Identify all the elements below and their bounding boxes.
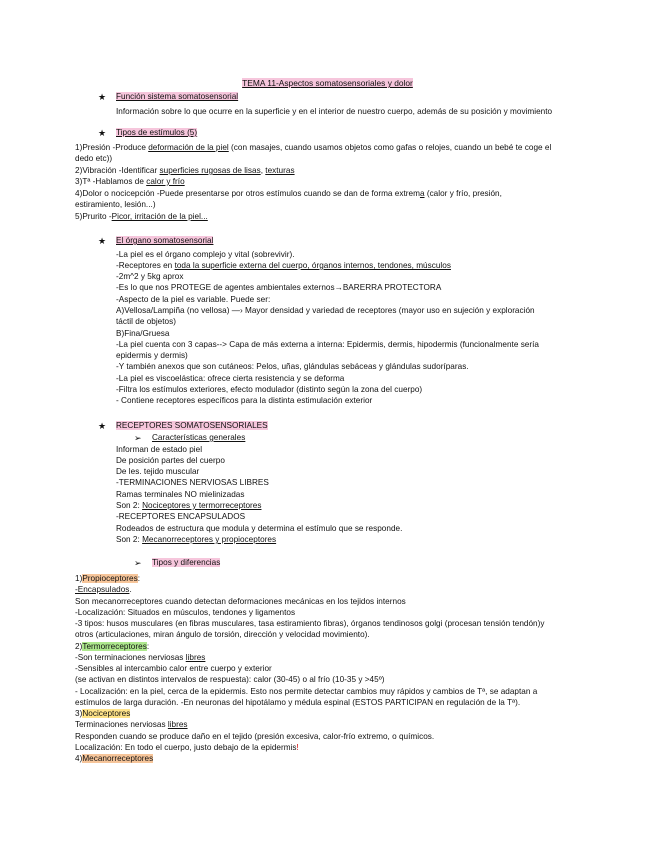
receptores-line-4: -TERMINACIONES NERVIOSAS LIBRES bbox=[116, 478, 269, 487]
heading-text: RECEPTORES SOMATOSENSORIALES bbox=[116, 421, 268, 430]
tipos-line-4 bbox=[75, 189, 502, 199]
underlined-text: a bbox=[419, 189, 425, 198]
underlined-text: texturas bbox=[265, 166, 295, 175]
star-bullet-icon: ★ bbox=[98, 421, 107, 431]
tipos-line-1 bbox=[75, 143, 551, 153]
text: Localización: En todo el cuerpo, justo debajo de la epidermis bbox=[75, 743, 297, 752]
organo-line-9: -La piel cuenta con 3 capas--> Capa de más externa a interna: Epidermis, dermis, hipodermis (funcionalmente sería bbox=[116, 340, 539, 349]
heading-text: Tipos de estímulos (5) bbox=[116, 128, 198, 137]
underlined-text: Características generales bbox=[152, 433, 246, 442]
nociceptores-heading bbox=[75, 709, 130, 719]
text: 2) bbox=[75, 642, 83, 651]
noci-line-2: Responden cuando se produce daño en el tejido (presión excesiva, calor-frío extremo, o químicos. bbox=[75, 732, 435, 741]
text: Son 2: bbox=[116, 501, 143, 510]
text: 3)Tª -Hablamos de bbox=[75, 177, 147, 186]
receptores-line-5: Ramas terminales NO mielinizadas bbox=[116, 490, 245, 499]
tipos-line-5 bbox=[75, 212, 208, 222]
organo-line-3: -2m^2 y 5kg aprox bbox=[116, 272, 184, 281]
organo-line-6: A)Vellosa/Lampiña (no vellosa) —› Mayor densidad y variedad de receptores (mayor uso en sujeción y exploración bbox=[116, 306, 535, 315]
organo-line-1: -La piel es el órgano complejo y vital (sobrevivir). bbox=[116, 250, 295, 259]
document-title bbox=[0, 78, 655, 88]
arrowhead-bullet-icon: ➢ bbox=[134, 558, 142, 568]
propioceptores-heading bbox=[75, 574, 140, 584]
text: Son 2: bbox=[116, 535, 143, 544]
propio-line-1: Son mecanorreceptores cuando detectan deformaciones mecánicas en los tejidos internos bbox=[75, 597, 406, 606]
star-bullet-icon: ★ bbox=[98, 92, 107, 102]
termo-line-2: -Sensibles al intercambio calor entre cuerpo y exterior bbox=[75, 664, 272, 673]
organo-line-2 bbox=[116, 261, 451, 271]
highlighted-text: Termorreceptores bbox=[82, 642, 147, 651]
underlined-text: libres bbox=[167, 720, 188, 729]
text: . bbox=[129, 585, 132, 594]
text: -Receptores en bbox=[116, 261, 175, 270]
underlined-text: Mecanorreceptores y propioceptores bbox=[142, 535, 277, 544]
organo-line-10: epidermis y dermis) bbox=[116, 351, 188, 360]
receptores-line-1: Informan de estado piel bbox=[116, 445, 203, 454]
propio-line-4: otros (articulaciones, miran ángulo de torsión, dirección y velocidad movimiento). bbox=[75, 630, 370, 639]
highlighted-text: Nociceptores bbox=[82, 709, 131, 718]
highlighted-text: Mecanorreceptores bbox=[82, 754, 154, 763]
text: , bbox=[260, 166, 266, 175]
heading-text: Función sistema somatosensorial bbox=[116, 92, 239, 101]
mecanorreceptores-heading bbox=[75, 754, 153, 764]
text: : bbox=[146, 642, 150, 651]
underlined-text: -Encapsulados bbox=[75, 585, 130, 594]
underlined-text: deformación de la piel bbox=[148, 143, 229, 152]
underlined-text: calor y frío bbox=[146, 177, 185, 186]
termo-line-3: (se activan en distintos intervalos de respuesta): calor (30-45) o al frío (10-35 y >45º) bbox=[75, 675, 385, 684]
termo-line-5: estímulos de larga duración. -En neuronas del hipotálamo y médula espinal (ESTOS PARTICIPAN en regulación de la Tª). bbox=[75, 698, 521, 707]
tipos-line-1b: dedo etc)) bbox=[75, 154, 113, 163]
receptores-line-7: -RECEPTORES ENCAPSULADOS bbox=[116, 512, 246, 521]
organo-line-4: -Es lo que nos PROTEGE de agentes ambientales externos→BARERRA PROTECTORA bbox=[116, 283, 442, 292]
text: 2)Vibración -Identificar bbox=[75, 166, 160, 175]
text: 4) bbox=[75, 754, 83, 763]
organo-line-13: -Filtra los estímulos exteriores, efecto modulador (distinto según la zona del cuerpo) bbox=[116, 385, 423, 394]
organo-line-5: -Aspecto de la piel es variable. Puede ser: bbox=[116, 295, 271, 304]
section-heading-tipos bbox=[116, 128, 197, 138]
receptores-line-3: De les. tejido muscular bbox=[116, 467, 200, 476]
underlined-text: libres bbox=[185, 653, 206, 662]
text: -Son terminaciones nerviosas bbox=[75, 653, 186, 662]
organo-line-8: B)Fina/Gruesa bbox=[116, 329, 170, 338]
star-bullet-icon: ★ bbox=[98, 236, 107, 246]
organo-line-12: -La piel es viscoelástica: ofrece cierta resistencia y se deforma bbox=[116, 374, 345, 383]
receptores-line-8: Rodeados de estructura que modula y determina el estímulo que se responde. bbox=[116, 524, 403, 533]
section-heading-receptores bbox=[116, 421, 268, 431]
underlined-text: toda la superficie externa del cuerpo, órganos internos, tendones, músculos bbox=[174, 261, 451, 270]
underlined-text: superficies rugosas de lisas bbox=[159, 166, 261, 175]
organo-line-14: - Contiene receptores específicos para la distinta estimulación exterior bbox=[116, 396, 373, 405]
receptores-subheading bbox=[152, 433, 245, 443]
section-heading-organo bbox=[116, 236, 213, 246]
noci-line-1 bbox=[75, 720, 188, 730]
tipos-line-4b: estiramiento, lesión...) bbox=[75, 200, 156, 209]
text: 5)Prurito - bbox=[75, 212, 112, 221]
tipos-diferencias-heading bbox=[152, 558, 220, 568]
termo-line-1 bbox=[75, 653, 205, 663]
termorreceptores-heading bbox=[75, 642, 149, 652]
text: 4)Dolor o nocicepción -Puede presentarse por otros estímulos cuando se dan de forma extrem bbox=[75, 189, 420, 198]
receptores-line-9 bbox=[116, 535, 276, 545]
heading-text: Tipos y diferencias bbox=[152, 558, 221, 567]
underlined-text: Picor, irritación de la piel... bbox=[111, 212, 208, 221]
text: 1)Presión -Produce bbox=[75, 143, 149, 152]
highlighted-text: Propioceptores bbox=[82, 574, 138, 583]
tipos-line-3 bbox=[75, 177, 185, 187]
text: (con masajes, cuando usamos objetos como gafas o relojes, cuando un bebé te coge el bbox=[228, 143, 552, 152]
text: (calor y frío, presión, bbox=[424, 189, 502, 198]
propio-line-2: -Localización: Situados en músculos, tendones y ligamentos bbox=[75, 608, 296, 617]
heading-text: El órgano somatosensorial bbox=[116, 236, 214, 245]
funcion-text: Información sobre lo que ocurre en la superficie y en el interior de nuestro cuerpo, además de su posición y movimiento bbox=[116, 107, 553, 116]
receptores-line-2: De posición partes del cuerpo bbox=[116, 456, 225, 465]
text: Terminaciones nerviosas bbox=[75, 720, 168, 729]
organo-line-7: táctil de objetos) bbox=[116, 317, 176, 326]
noci-line-3 bbox=[75, 743, 299, 753]
section-heading-funcion bbox=[116, 92, 238, 102]
termo-line-4: - Localización: en la piel, cerca de la epidermis. Esto nos permite detectar cambios muy rápidos y cambios de Tª, se adaptan a bbox=[75, 687, 538, 696]
text: : bbox=[137, 574, 140, 583]
title-text: TEMA 11-Aspectos somatosensoriales y dolor bbox=[242, 78, 413, 88]
organo-line-11: -Y también anexos que son cutáneos: Pelos, uñas, glándulas sebáceas y glándulas sudoríparas. bbox=[116, 362, 469, 371]
star-bullet-icon: ★ bbox=[98, 128, 107, 138]
underlined-text: Nociceptores y termorreceptores bbox=[142, 501, 262, 510]
arrowhead-bullet-icon: ➢ bbox=[134, 433, 142, 443]
propio-line-3: -3 tipos: husos musculares (en fibras musculares, tasa estiramiento fibras), órganos tendinosos golgi (procesan tensión tendón)y bbox=[75, 619, 545, 628]
tipos-line-2 bbox=[75, 166, 295, 176]
receptores-line-6 bbox=[116, 501, 261, 511]
encapsulados-label bbox=[75, 585, 132, 595]
text: 1) bbox=[75, 574, 83, 583]
text: 3) bbox=[75, 709, 83, 718]
red-text: ! bbox=[296, 743, 299, 752]
